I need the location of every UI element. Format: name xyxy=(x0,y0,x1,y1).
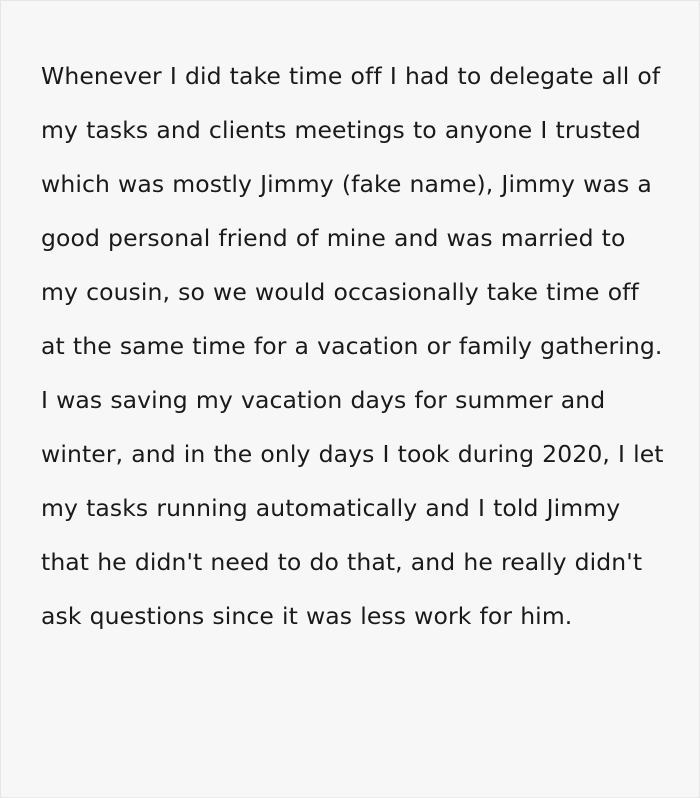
story-paragraph: Whenever I did take time off I had to delegate all of my tasks and clients meetings to anyone I trusted which was mostly Jimmy (fake name), Jimmy was a good personal friend of mine and was married to my cousin, so we would occasionally take time off at the same time for a vacation or family gathering. I was saving my vacation days for summer and winter, and in the only days I took during 2020, I let my tasks running automatically and I told Jimmy that he didn't need to do that, and he really didn't ask questions since it was less work for him. xyxy=(41,61,672,630)
